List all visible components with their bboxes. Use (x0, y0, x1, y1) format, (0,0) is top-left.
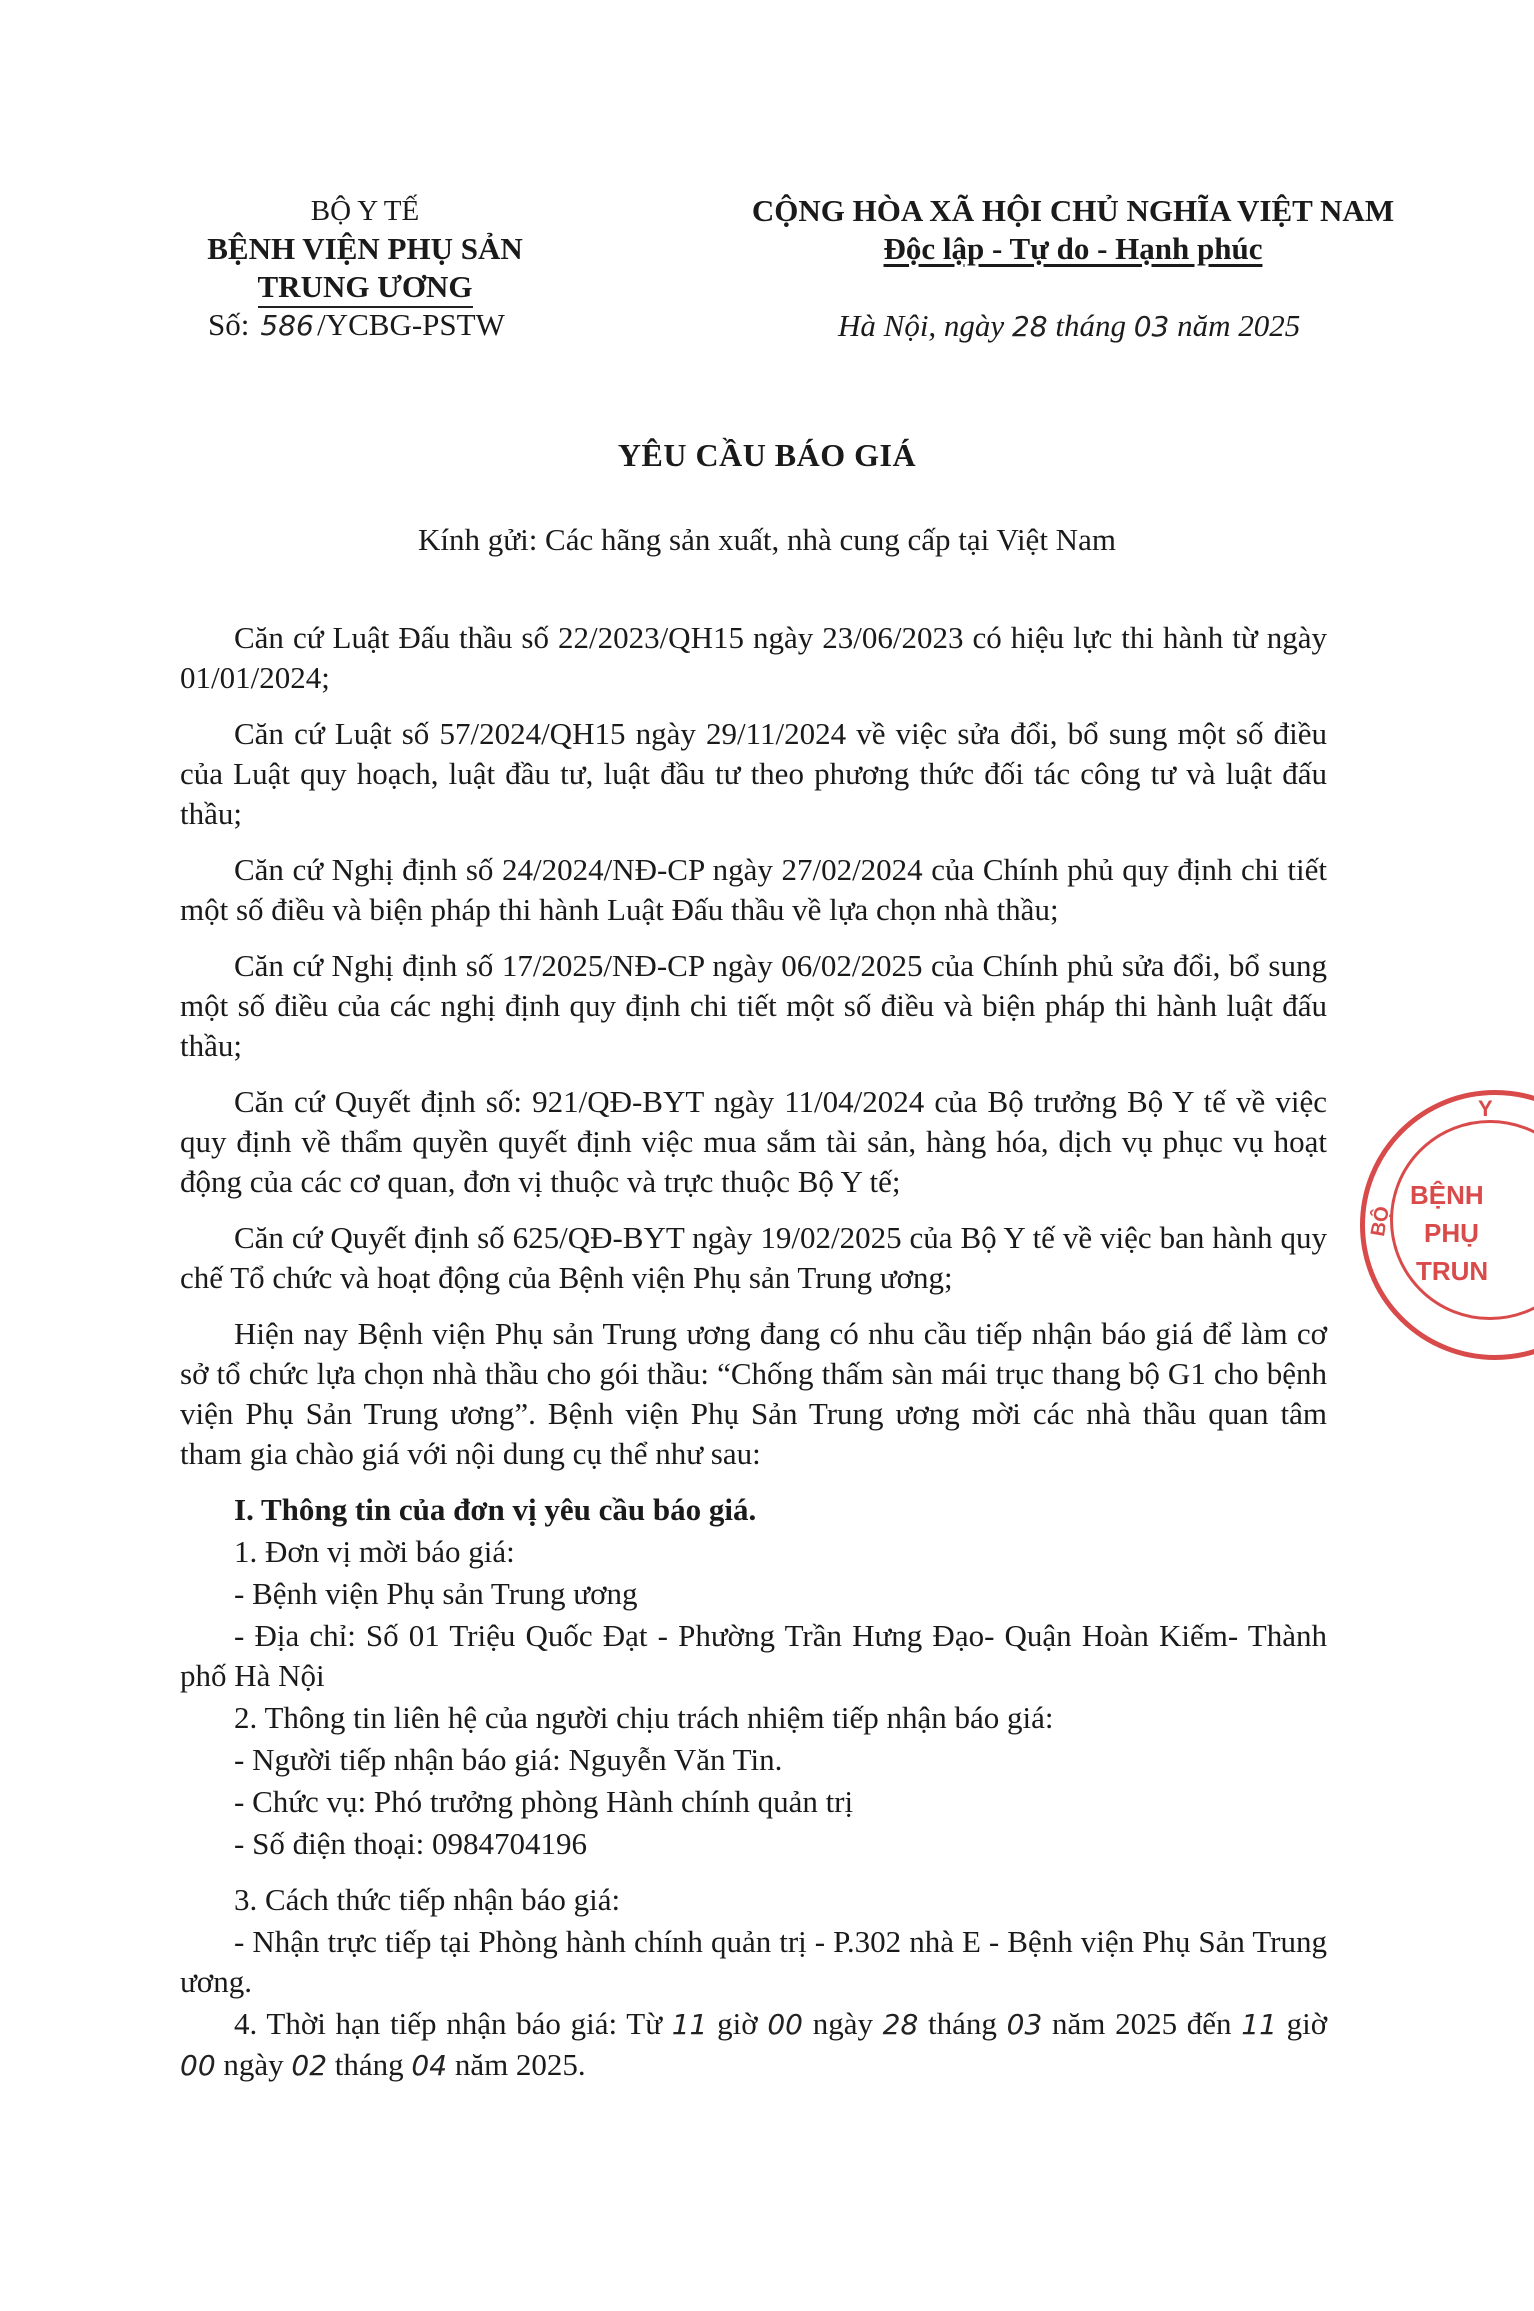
number-prefix: Số: (208, 307, 250, 342)
document-number (150, 306, 580, 345)
deadline-item: 4. Thời hạn tiếp nhận báo giá: Từ 11 giờ 00 ngày 28 tháng 03 năm 2025 đến 11 giờ 00 ngày 02 tháng 04 năm 2025. (180, 2006, 1328, 2082)
ministry-name: BỘ Y TẾ (310, 195, 420, 227)
document-date: Hà Nội, ngày 28 tháng 03 năm 2025 (838, 308, 1301, 343)
paragraph: Căn cứ Luật số 57/2024/QH15 ngày 29/11/2024 về việc sửa đổi, bổ sung một số điều của Luật quy hoạch, luật đầu tư, luật đầu tư theo phương thức đối tác công tư và luật đấu thầu; (180, 716, 1327, 831)
national-header (748, 192, 1398, 268)
hospital-seal: Y BỆNH PHỤ TRUN BỘ (1360, 1090, 1534, 1360)
list-item: - Số điện thoại: 0984704196 (234, 1826, 588, 1861)
paragraph: Căn cứ Nghị định số 24/2024/NĐ-CP ngày 27/02/2024 của Chính phủ quy định chi tiết một số điều và biện pháp thi hành Luật Đấu thầu về lựa chọn nhà thầu; (180, 852, 1327, 927)
paragraph: Hiện nay Bệnh viện Phụ sản Trung ương đang có nhu cầu tiếp nhận báo giá để làm cơ sở tổ chức lựa chọn nhà thầu cho gói thầu: “Chống thấm sàn mái trục thang bộ G1 cho bệnh viện Phụ Sản Trung ương”. Bệnh viện Phụ Sản Trung ương mời các nhà thầu quan tâm tham gia chào giá với nội dung cụ thể như sau: (180, 1316, 1327, 1471)
number-handwritten: 586 (260, 309, 314, 342)
paragraph: Căn cứ Quyết định số 625/QĐ-BYT ngày 19/02/2025 của Bộ Y tế về việc ban hành quy chế Tổ chức và hoạt động của Bệnh viện Phụ sản Trung ương; (180, 1220, 1327, 1295)
section-heading: I. Thông tin của đơn vị yêu cầu báo giá. (234, 1492, 757, 1527)
seal-clip (1360, 1090, 1534, 1390)
paragraph: Căn cứ Quyết định số: 921/QĐ-BYT ngày 11/04/2024 của Bộ trưởng Bộ Y tế về việc quy định về thẩm quyền quyết định việc mua sắm tài sản, hàng hóa, dịch vụ phục vụ hoạt động của các cơ quan, đơn vị thuộc và trực thuộc Bộ Y tế; (180, 1084, 1327, 1199)
hospital-name-line1: BỆNH VIỆN PHỤ SẢN (207, 231, 523, 266)
issuer-block (150, 192, 580, 345)
list-item: 3. Cách thức tiếp nhận báo giá: (234, 1882, 621, 1917)
national-motto: Độc lập - Tự do - Hạnh phúc (883, 231, 1263, 266)
date-day-handwritten: 28 (1011, 310, 1048, 343)
paragraph: Căn cứ Nghị định số 17/2025/NĐ-CP ngày 06/02/2025 của Chính phủ sửa đổi, bổ sung một số điều của các nghị định quy định chi tiết một số điều và biện pháp thi hành luật đấu thầu; (180, 948, 1327, 1063)
list-item: 2. Thông tin liên hệ của người chịu trách nhiệm tiếp nhận báo giá: (234, 1700, 1054, 1735)
country-name: CỘNG HÒA XÃ HỘI CHỦ NGHĨA VIỆT NAM (751, 193, 1395, 228)
document-body (180, 618, 1327, 2088)
recipient-line: Kính gửi: Các hãng sản xuất, nhà cung cấp tại Việt Nam (418, 522, 1116, 557)
list-item: - Địa chỉ: Số 01 Triệu Quốc Đạt - Phường Trần Hưng Đạo- Quận Hoàn Kiếm- Thành phố Hà Nội (180, 1618, 1327, 1693)
list-item: - Người tiếp nhận báo giá: Nguyễn Văn Tin. (234, 1742, 783, 1777)
list-item: - Bệnh viện Phụ sản Trung ương (234, 1576, 638, 1611)
date-month-handwritten: 03 (1133, 310, 1170, 343)
document-title: YÊU CẦU BÁO GIÁ (617, 437, 917, 473)
list-item: - Nhận trực tiếp tại Phòng hành chính quản trị - P.302 nhà E - Bệnh viện Phụ Sản Trung ương. (180, 1924, 1327, 1999)
list-item: 1. Đơn vị mời báo giá: (234, 1534, 515, 1569)
list-item: - Chức vụ: Phó trưởng phòng Hành chính quản trị (234, 1784, 854, 1819)
hospital-name-line2: TRUNG ƯƠNG (150, 268, 580, 306)
paragraph: Căn cứ Luật Đấu thầu số 22/2023/QH15 ngày 23/06/2023 có hiệu lực thi hành từ ngày 01/01/2024; (180, 620, 1327, 695)
number-suffix: /YCBG-PSTW (317, 307, 505, 342)
